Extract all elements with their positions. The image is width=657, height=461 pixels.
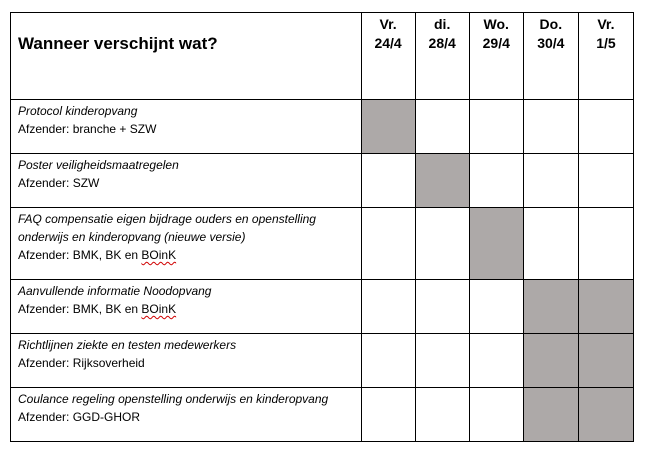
scheduled-day-cell	[469, 208, 523, 280]
task-cell	[11, 154, 362, 208]
scheduled-day-cell	[578, 334, 633, 388]
day-header	[469, 13, 523, 100]
title-cell	[11, 13, 362, 100]
day-header	[415, 13, 469, 100]
sender-flagged-word: BOinK	[141, 302, 177, 316]
empty-day-cell	[415, 208, 469, 280]
empty-day-cell	[415, 334, 469, 388]
task-sender	[18, 174, 355, 192]
day-date: 28/4	[428, 35, 456, 51]
scheduled-day-cell	[578, 280, 633, 334]
task-name: Coulance regeling openstelling onderwijs en kinderopvang	[18, 392, 329, 406]
task-name: Protocol kinderopvang	[18, 104, 138, 118]
day-name: Vr.	[597, 16, 615, 32]
empty-day-cell	[523, 100, 578, 154]
day-name: Do.	[539, 16, 563, 32]
sender-flagged-word: BOinK	[141, 248, 177, 262]
empty-day-cell	[469, 334, 523, 388]
sender-text: Afzender: branche + SZW	[18, 122, 157, 136]
header-row	[11, 13, 634, 100]
empty-day-cell	[361, 208, 415, 280]
table-row	[11, 100, 634, 154]
day-date: 1/5	[596, 35, 616, 51]
empty-day-cell	[523, 208, 578, 280]
empty-day-cell	[578, 100, 633, 154]
scheduled-day-cell	[361, 100, 415, 154]
empty-day-cell	[469, 100, 523, 154]
task-sender	[18, 120, 355, 138]
sender-text: Afzender: SZW	[18, 176, 100, 190]
day-date: 30/4	[537, 35, 565, 51]
table-row	[11, 154, 634, 208]
empty-day-cell	[415, 280, 469, 334]
empty-day-cell	[469, 280, 523, 334]
day-name: di.	[434, 16, 451, 32]
day-header	[578, 13, 633, 100]
empty-day-cell	[578, 208, 633, 280]
task-cell	[11, 388, 362, 442]
table-row	[11, 208, 634, 280]
scheduled-day-cell	[523, 334, 578, 388]
scheduled-day-cell	[415, 154, 469, 208]
task-sender	[18, 246, 355, 264]
day-header	[523, 13, 578, 100]
scheduled-day-cell	[523, 280, 578, 334]
empty-day-cell	[578, 154, 633, 208]
empty-day-cell	[469, 154, 523, 208]
task-sender	[18, 300, 355, 318]
schedule-table	[10, 12, 634, 442]
day-name: Vr.	[379, 16, 397, 32]
table-row	[11, 280, 634, 334]
task-cell	[11, 208, 362, 280]
empty-day-cell	[361, 154, 415, 208]
day-header	[361, 13, 415, 100]
table-title: Wanneer verschijnt wat?	[18, 34, 218, 53]
task-name: FAQ compensatie eigen bijdrage ouders en openstelling onderwijs en kinderopvang (nieuwe versie)	[18, 212, 316, 244]
task-name: Richtlijnen ziekte en testen medewerkers	[18, 338, 237, 352]
sender-text: Afzender: GGD-GHOR	[18, 410, 141, 424]
task-cell	[11, 100, 362, 154]
empty-day-cell	[415, 100, 469, 154]
empty-day-cell	[361, 280, 415, 334]
task-sender	[18, 408, 355, 426]
empty-day-cell	[361, 388, 415, 442]
table-row	[11, 334, 634, 388]
table-row	[11, 388, 634, 442]
day-name: Wo.	[483, 16, 509, 32]
day-date: 29/4	[482, 35, 510, 51]
empty-day-cell	[415, 388, 469, 442]
task-name: Poster veiligheidsmaatregelen	[18, 158, 179, 172]
sender-text: Afzender: Rijksoverheid	[18, 356, 145, 370]
sender-text: Afzender: BMK, BK en	[18, 248, 142, 262]
task-sender	[18, 354, 355, 372]
task-cell	[11, 280, 362, 334]
scheduled-day-cell	[578, 388, 633, 442]
task-name: Aanvullende informatie Noodopvang	[18, 284, 212, 298]
day-date: 24/4	[374, 35, 402, 51]
task-cell	[11, 334, 362, 388]
empty-day-cell	[523, 154, 578, 208]
sender-text: Afzender: BMK, BK en	[18, 302, 142, 316]
scheduled-day-cell	[523, 388, 578, 442]
empty-day-cell	[361, 334, 415, 388]
empty-day-cell	[469, 388, 523, 442]
